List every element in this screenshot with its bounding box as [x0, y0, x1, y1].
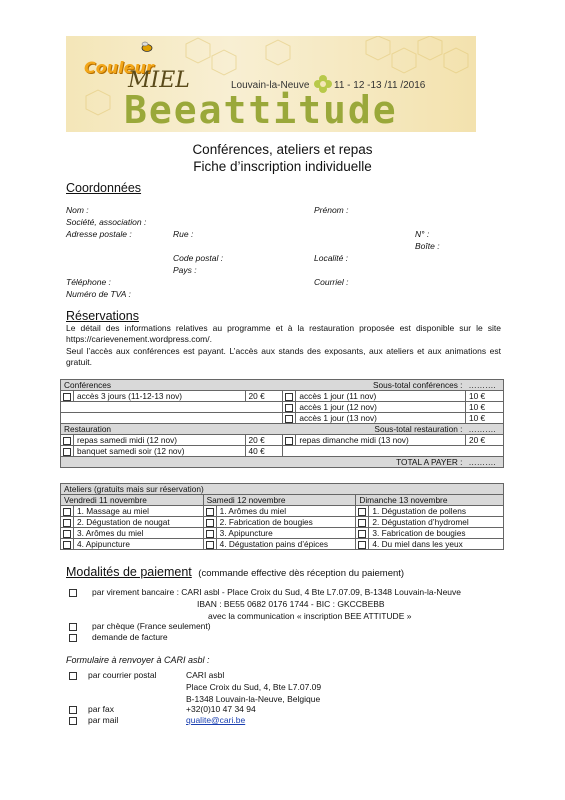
restauration-header: Restauration [61, 424, 283, 435]
checkbox-facture[interactable] [69, 634, 77, 642]
event-place: Louvain-la-Neuve [231, 80, 310, 91]
table-row [61, 435, 504, 446]
atelier-label: 1. Dégustation de pollens [369, 506, 504, 517]
renvoi-heading: Formulaire à renvoyer à CARI asbl : [66, 655, 210, 665]
reservations-access-note: Seul l’accès aux conférences est payant. L’accès aux stands des exposants, aux ateliers et aux animations est gratuit. [66, 346, 501, 367]
conferences-subtotal-value: ………. [466, 380, 504, 391]
label-rue: Rue : [173, 229, 194, 239]
atelier-label: 3. Fabrication de bougies [369, 528, 504, 539]
option-label: accès 3 jours (11-12-13 nov) [74, 391, 246, 402]
atelier-checkbox[interactable] [61, 528, 74, 539]
total-row [61, 457, 504, 468]
restauration-subtotal-value: ………. [466, 424, 504, 435]
facture-text: demande de facture [92, 632, 168, 642]
table-row [61, 539, 504, 550]
table-row [61, 446, 504, 457]
atelier-label: 3. Apipuncture [216, 528, 356, 539]
option-price: 40 € [245, 446, 283, 457]
atelier-label: 4. Apipuncture [74, 539, 204, 550]
conferences-subtotal-label: Sous-total conférences : [283, 380, 466, 391]
atelier-checkbox[interactable] [203, 506, 216, 517]
atelier-checkbox[interactable] [356, 517, 369, 528]
total-label: TOTAL A PAYER : [61, 457, 466, 468]
address-line-3: B-1348 Louvain-la-Neuve, Belgique [186, 694, 321, 704]
table-row [61, 506, 504, 517]
label-numero: N° : [415, 229, 430, 239]
form-title [0, 141, 565, 175]
label-nom: Nom : [66, 205, 89, 215]
label-pays: Pays : [173, 265, 197, 275]
option-label: accès 1 jour (12 nov) [296, 402, 466, 413]
checkbox-1-jour-13[interactable] [283, 413, 296, 424]
checkbox-1-jour-11[interactable] [283, 391, 296, 402]
address-line-1: CARI asbl [186, 670, 225, 680]
bee-icon [140, 41, 154, 55]
option-label: repas dimanche midi (13 nov) [296, 435, 466, 446]
table-row [61, 391, 504, 402]
communication-text: avec la communication « inscription BEE ATTITUDE » [208, 611, 412, 621]
event-banner [66, 36, 476, 132]
day-dimanche: Dimanche 13 novembre [356, 495, 504, 506]
atelier-label: 2. Dégustation de nougat [74, 517, 204, 528]
restauration-subtotal-label: Sous-total restauration : [283, 424, 466, 435]
atelier-label: 2. Fabrication de bougies [216, 517, 356, 528]
atelier-checkbox[interactable] [61, 539, 74, 550]
atelier-checkbox[interactable] [356, 539, 369, 550]
day-vendredi: Vendredi 11 novembre [61, 495, 204, 506]
ateliers-days-row [61, 495, 504, 506]
checkbox-fax[interactable] [69, 706, 77, 714]
title-line-2: Fiche d’inscription individuelle [193, 159, 372, 174]
option-price: 20 € [245, 391, 283, 402]
atelier-checkbox[interactable] [61, 517, 74, 528]
option-price: 20 € [245, 435, 283, 446]
option-label: repas samedi midi (12 nov) [74, 435, 246, 446]
conferences-header-row [61, 380, 504, 391]
logo-couleur: Couleur [84, 58, 154, 77]
ateliers-table [60, 483, 504, 550]
option-label: accès 1 jour (13 nov) [296, 413, 466, 424]
conferences-header: Conférences [61, 380, 283, 391]
table-row [61, 413, 504, 424]
label-courriel: Courriel : [314, 277, 349, 287]
checkbox-repas-samedi[interactable] [61, 435, 74, 446]
title-line-1: Conférences, ateliers et repas [192, 142, 373, 157]
checkbox-1-jour-12[interactable] [283, 402, 296, 413]
atelier-checkbox[interactable] [203, 517, 216, 528]
label-localite: Localité : [314, 253, 349, 263]
iban-text: IBAN : BE55 0682 0176 1744 - BIC : GKCCBEBB [197, 599, 385, 609]
label-societe: Société, association : [66, 217, 147, 227]
atelier-label: 4. Du miel dans les yeux [369, 539, 504, 550]
atelier-checkbox[interactable] [203, 528, 216, 539]
email-link[interactable]: qualite@cari.be [186, 715, 246, 725]
label-adresse: Adresse postale : [66, 229, 132, 239]
option-label: accès 1 jour (11 nov) [296, 391, 466, 402]
address-line-2: Place Croix du Sud, 4, Bte L7.07.09 [186, 682, 322, 692]
checkbox-virement[interactable] [69, 589, 77, 597]
option-label: banquet samedi soir (12 nov) [74, 446, 246, 457]
checkbox-courrier[interactable] [69, 672, 77, 680]
section-reservations: Réservations [66, 309, 139, 323]
paiement-heading-row [66, 565, 404, 579]
courrier-text: par courrier postal [88, 670, 157, 680]
checkbox-3-jours[interactable] [61, 391, 74, 402]
atelier-label: 1. Massage au miel [74, 506, 204, 517]
atelier-checkbox[interactable] [356, 506, 369, 517]
table-row [61, 517, 504, 528]
reservations-info: Le détail des informations relatives au programme et à la restauration proposée est disponible sur le site https://carievenement.wordpress.com/. [66, 323, 501, 344]
checkbox-mail[interactable] [69, 717, 77, 725]
option-price: 20 € [466, 435, 504, 446]
atelier-checkbox[interactable] [61, 506, 74, 517]
total-value: ………. [466, 457, 504, 468]
atelier-label: 2. Dégustation d’hydromel [369, 517, 504, 528]
virement-text: par virement bancaire : CARI asbl - Place Croix du Sud, 4 Bte L7.07.09, B-1348 Louvain-la-Neuve [92, 587, 462, 597]
atelier-label: 3. Arômes du miel [74, 528, 204, 539]
atelier-checkbox[interactable] [203, 539, 216, 550]
table-row [61, 402, 504, 413]
section-paiement: Modalités de paiement [66, 565, 192, 579]
option-price: 10 € [466, 413, 504, 424]
mail-text: par mail [88, 715, 119, 725]
checkbox-banquet[interactable] [61, 446, 74, 457]
atelier-checkbox[interactable] [356, 528, 369, 539]
label-tva: Numéro de TVA : [66, 289, 131, 299]
option-price: 10 € [466, 402, 504, 413]
paiement-note: (commande effective dès réception du paiement) [198, 568, 405, 579]
event-title: Beeattitude [124, 88, 398, 132]
label-telephone: Téléphone : [66, 277, 111, 287]
cheque-text: par chèque (France seulement) [92, 621, 211, 631]
atelier-label: 4. Dégustation pains d’épices [216, 539, 356, 550]
fax-text: par fax [88, 704, 114, 714]
section-coordonnees: Coordonnées [66, 181, 142, 195]
label-prenom: Prénom : [314, 205, 349, 215]
label-code-postal: Code postal : [173, 253, 224, 263]
logo-miel: MIEL [128, 68, 190, 93]
table-row [61, 528, 504, 539]
reservation-table [60, 379, 504, 468]
event-dates: 11 - 12 -13 /11 /2016 [334, 80, 426, 91]
checkbox-repas-dimanche[interactable] [283, 435, 296, 446]
fax-number: +32(0)10 47 34 94 [186, 704, 256, 714]
restauration-header-row [61, 424, 504, 435]
ateliers-header: Ateliers (gratuits mais sur réservation) [61, 484, 504, 495]
label-boite: Boîte : [415, 241, 440, 251]
option-price: 10 € [466, 391, 504, 402]
atelier-label: 1. Arômes du miel [216, 506, 356, 517]
day-samedi: Samedi 12 novembre [203, 495, 356, 506]
checkbox-cheque[interactable] [69, 623, 77, 631]
